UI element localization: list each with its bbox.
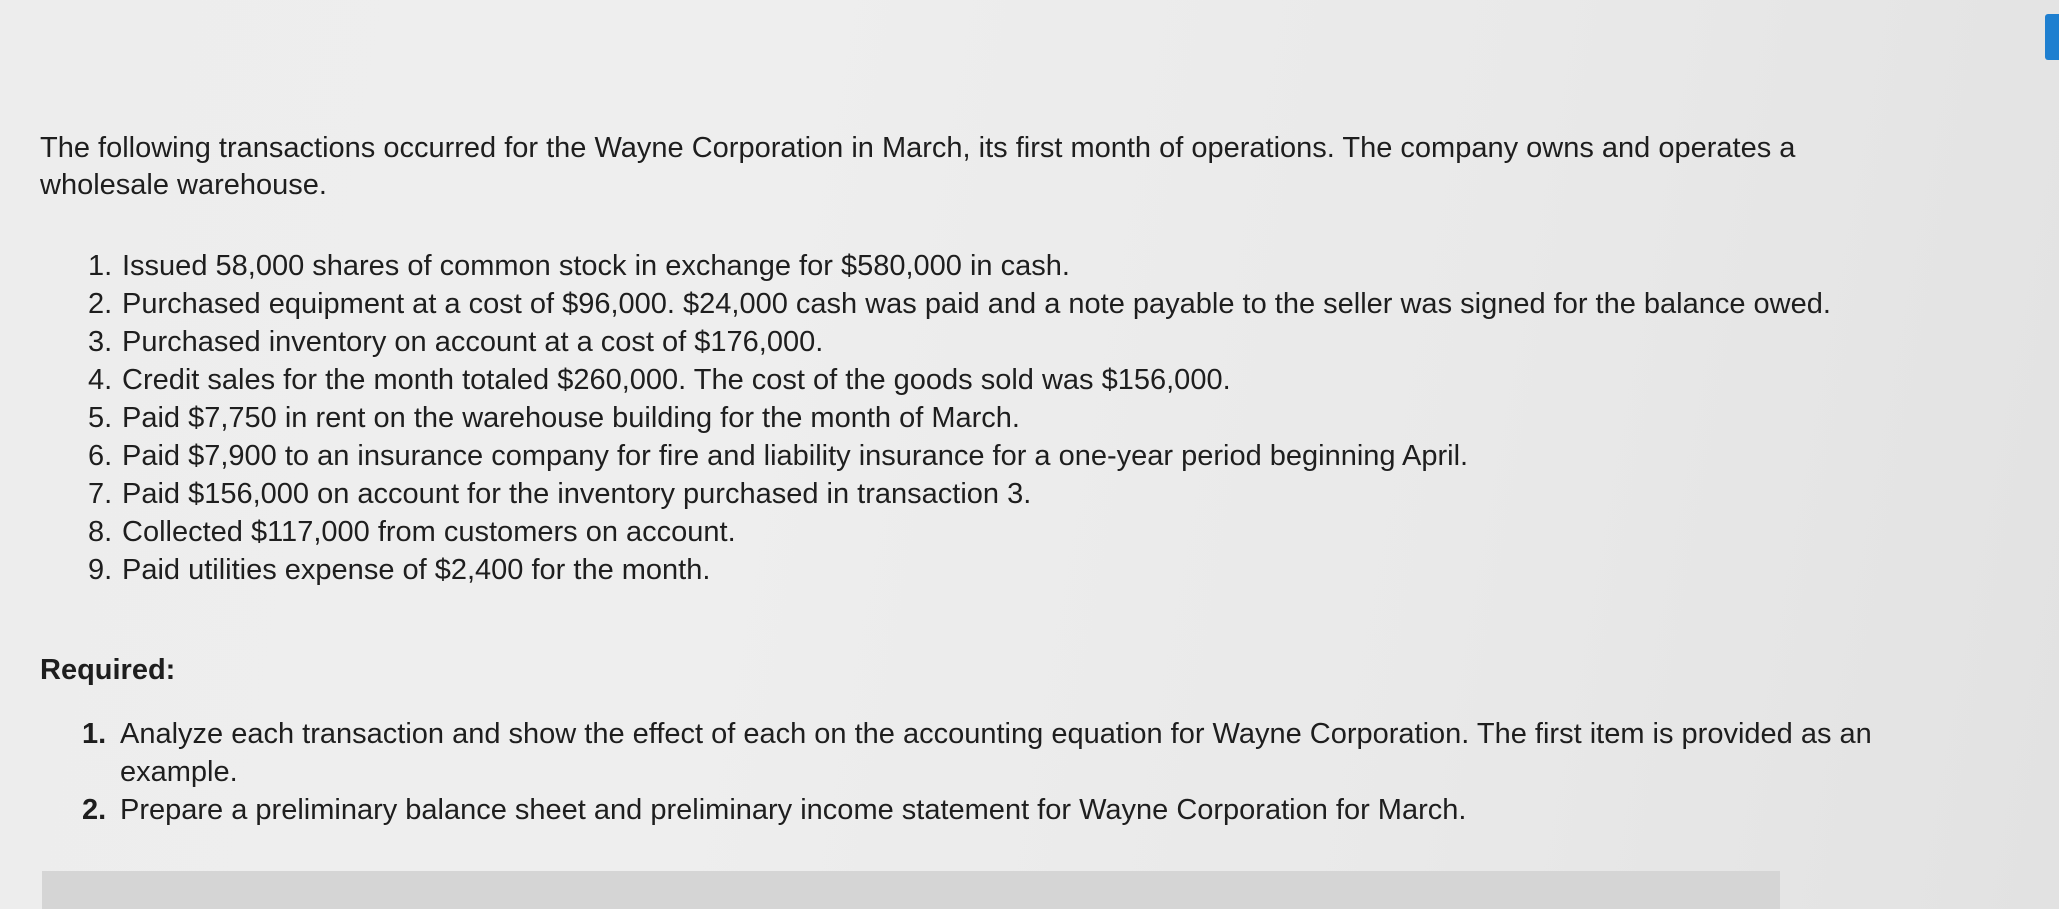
transaction-number: 1. — [88, 250, 113, 282]
transaction-item — [88, 475, 1938, 513]
transaction-item — [88, 323, 1938, 361]
required-heading: Required: — [40, 654, 176, 686]
transaction-item — [88, 551, 1938, 589]
transaction-number: 9. — [88, 554, 113, 586]
transaction-item — [88, 285, 1938, 323]
transaction-text: Issued 58,000 shares of common stock in exchange for $580,000 in cash. — [122, 250, 1070, 282]
required-text: Prepare a preliminary balance sheet and preliminary income statement for Wayne Corporation for March. — [120, 794, 1467, 826]
transaction-item — [88, 437, 1938, 475]
transaction-item — [88, 399, 1938, 437]
transaction-number: 3. — [88, 326, 113, 358]
intro-paragraph: The following transactions occurred for the Wayne Corporation in March, its first month of operations. The company owns and operates a wholesale warehouse. — [40, 132, 1796, 201]
transaction-list — [88, 247, 1938, 589]
transaction-text: Collected $117,000 from customers on account. — [122, 516, 736, 548]
transaction-text: Paid $156,000 on account for the inventory purchased in transaction 3. — [122, 478, 1032, 510]
bottom-panel-edge — [42, 871, 1780, 909]
transaction-number: 6. — [88, 440, 113, 472]
transaction-number: 2. — [88, 288, 113, 320]
transaction-number: 7. — [88, 478, 113, 510]
scroll-tab[interactable] — [2045, 14, 2059, 60]
transaction-text: Paid $7,900 to an insurance company for fire and liability insurance for a one-year period beginning April. — [122, 440, 1469, 472]
transaction-number: 8. — [88, 516, 113, 548]
required-item — [82, 791, 1932, 829]
transaction-text: Paid $7,750 in rent on the warehouse building for the month of March. — [122, 402, 1020, 434]
transaction-text: Paid utilities expense of $2,400 for the month. — [122, 554, 711, 586]
required-number: 1. — [82, 718, 107, 750]
transaction-text: Purchased inventory on account at a cost of $176,000. — [122, 326, 824, 358]
required-item — [82, 715, 1932, 791]
transaction-number: 5. — [88, 402, 113, 434]
transaction-text: Purchased equipment at a cost of $96,000. $24,000 cash was paid and a note payable to the seller was signed for the balance owed. — [122, 288, 1831, 320]
transaction-text: Credit sales for the month totaled $260,000. The cost of the goods sold was $156,000. — [122, 364, 1231, 396]
required-number: 2. — [82, 794, 107, 826]
transaction-item — [88, 247, 1938, 285]
transaction-number: 4. — [88, 364, 113, 396]
required-text: Analyze each transaction and show the effect of each on the accounting equation for Wayne Corporation. The first item is provided as an example. — [120, 718, 1872, 788]
required-list — [82, 715, 1932, 829]
transaction-item — [88, 361, 1938, 399]
transaction-item — [88, 513, 1938, 551]
